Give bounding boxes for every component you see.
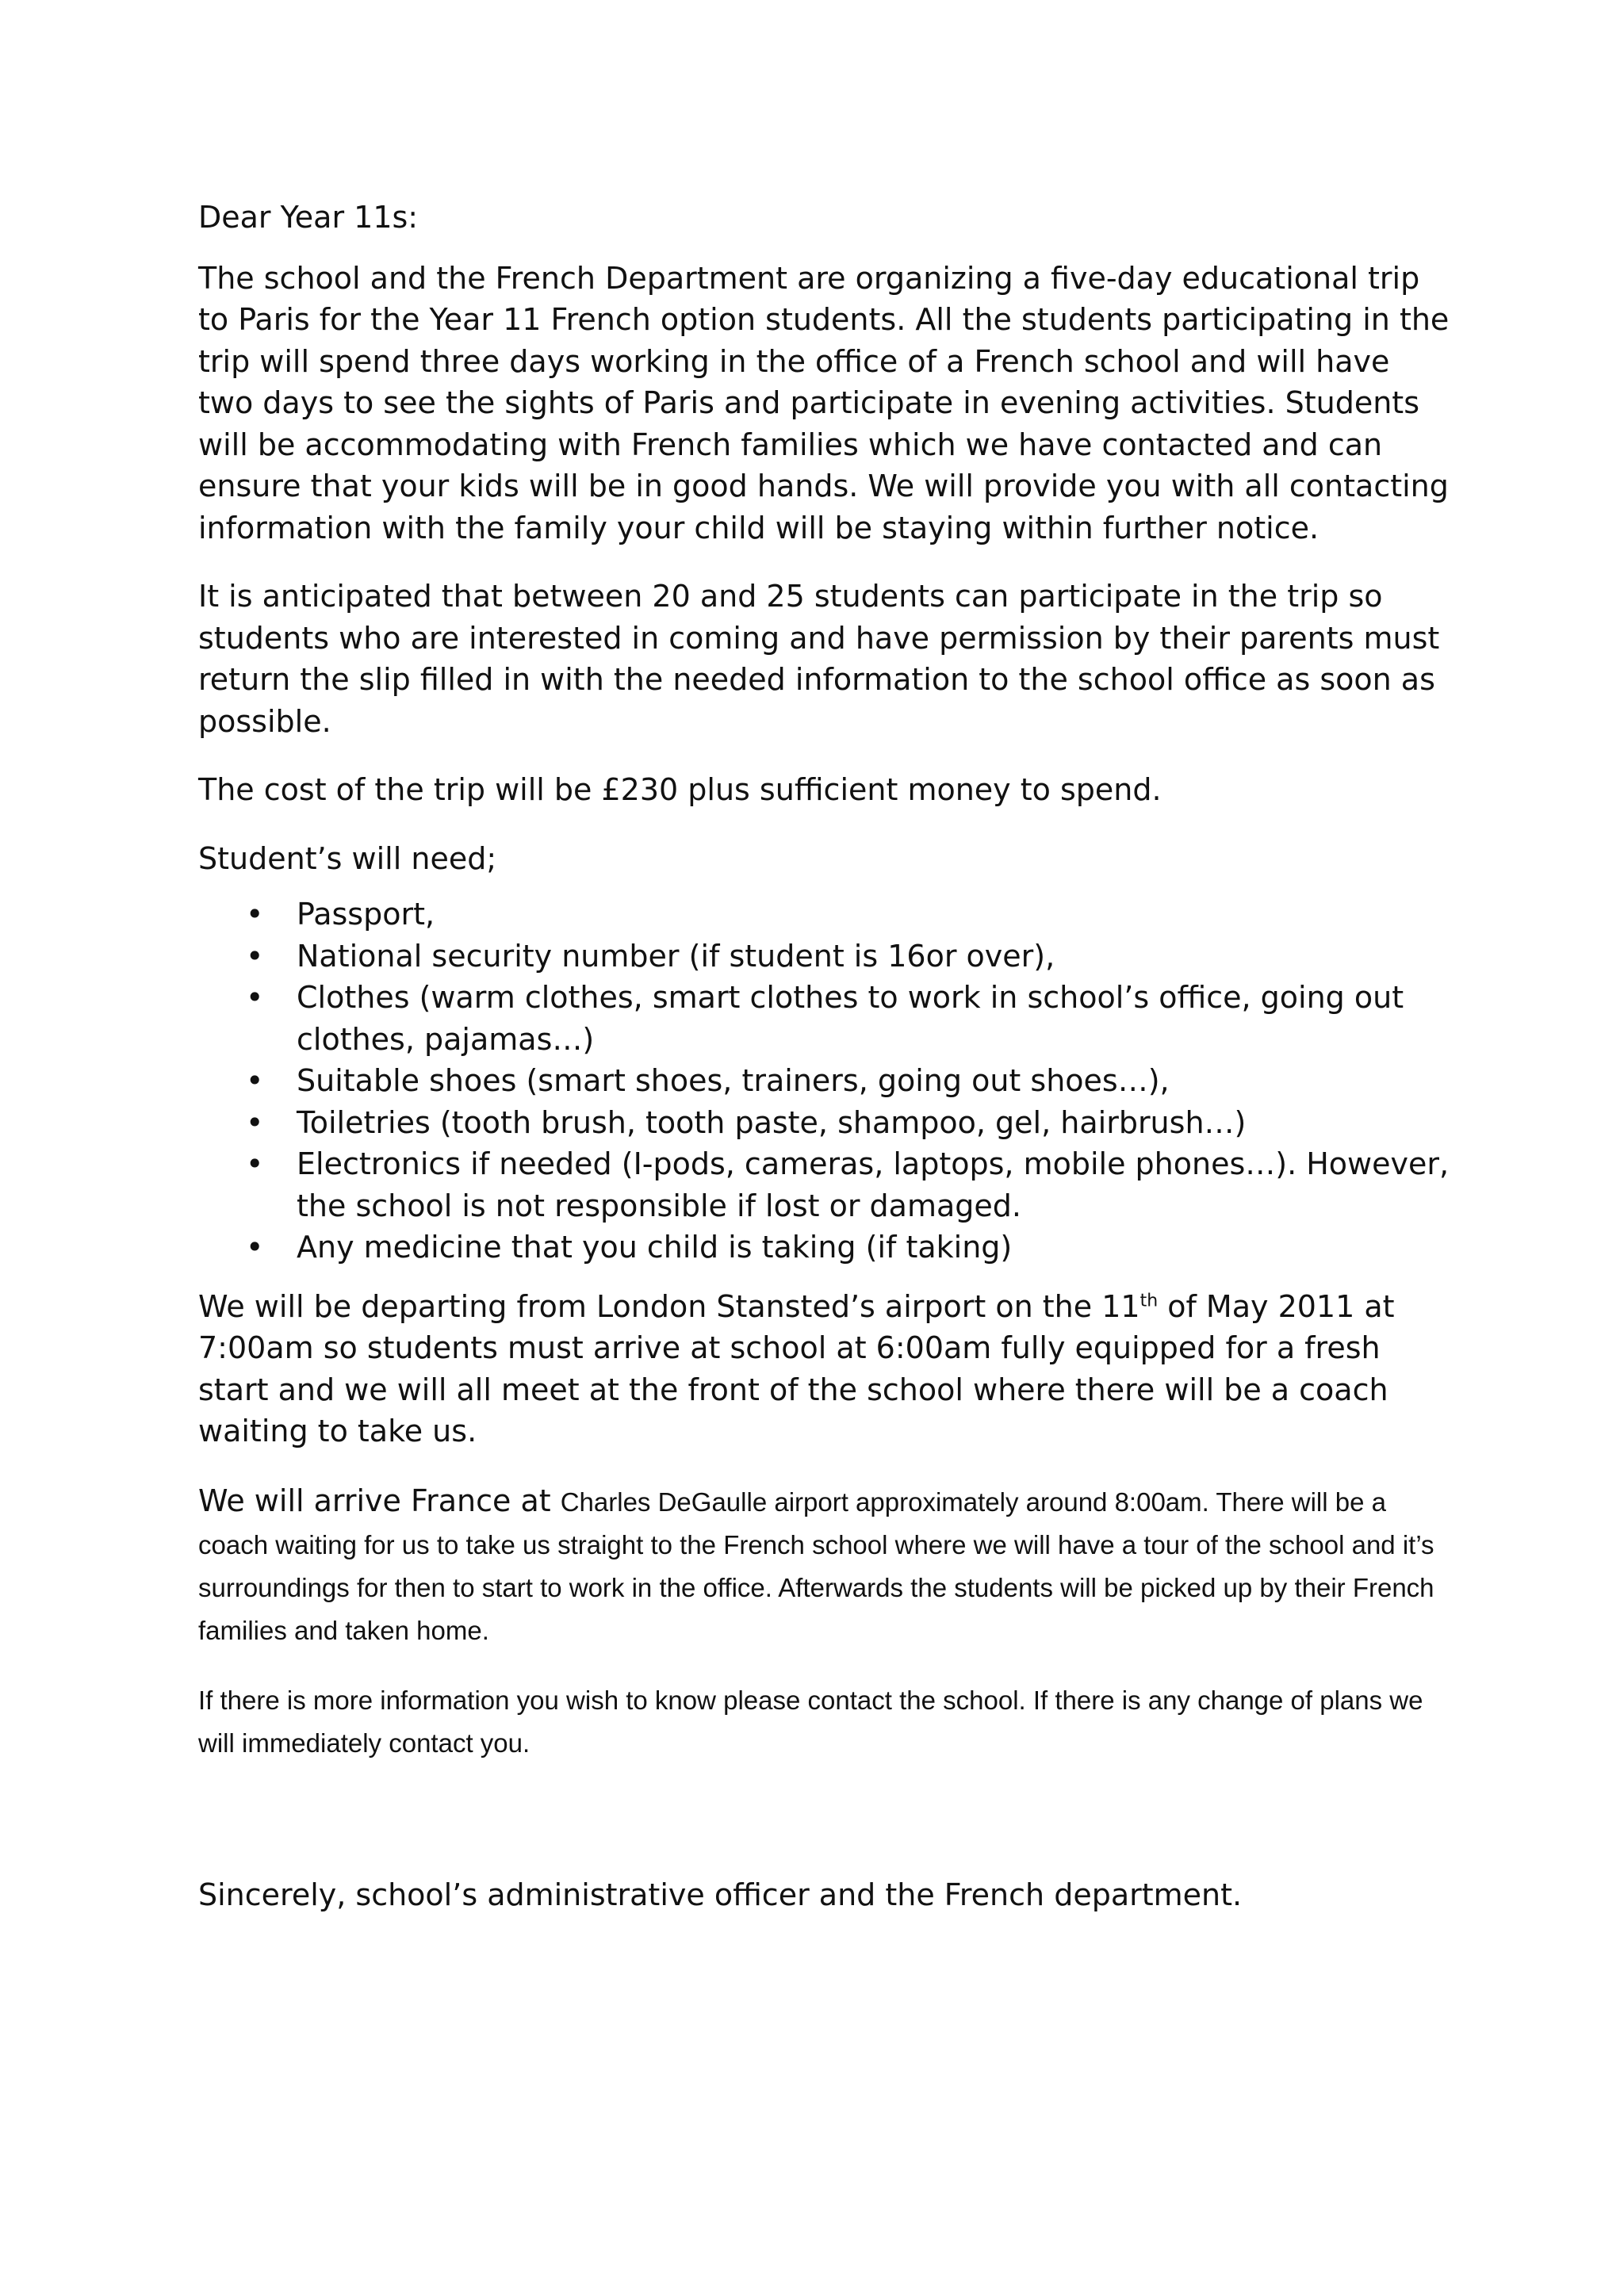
bullet-icon: • <box>246 1104 264 1140</box>
list-item-text: Any medicine that you child is taking (if taking) <box>297 1230 1013 1265</box>
closing-spacer <box>198 1765 1451 1874</box>
list-item <box>198 1143 1451 1226</box>
bullet-icon: • <box>246 897 264 932</box>
departure-text-end: of May 2011 at 7:00am so students must arrive at school at 6:00am fully equipped for a fresh start and we will all meet at the front of the school where there will be a coach waiting to take us. <box>198 1288 1395 1448</box>
departure-text-start: We will be departing from London Stansted’s airport on the 11 <box>198 1288 1140 1324</box>
list-item-text: Toiletries (tooth brush, tooth paste, shampoo, gel, hairbrush…) <box>297 1104 1247 1140</box>
arrival-paragraph <box>198 1479 1451 1652</box>
needs-heading: Student’s will need; <box>198 840 497 876</box>
bullet-icon: • <box>246 1146 264 1181</box>
bullet-icon: • <box>246 980 264 1015</box>
list-item <box>198 1060 1451 1102</box>
bullet-icon: • <box>246 938 264 974</box>
needs-list <box>198 894 1451 1269</box>
list-item-text: National security number (if student is 16or over), <box>297 938 1055 974</box>
arrival-lead-text: We will arrive France at <box>198 1483 561 1518</box>
list-item-text: Electronics if needed (I-pods, cameras, laptops, mobile phones…). However, the school is not responsible if lost or damaged. <box>297 1146 1450 1223</box>
bullet-icon: • <box>246 1230 264 1265</box>
list-item <box>198 894 1451 936</box>
departure-paragraph <box>198 1286 1451 1452</box>
letter-closing: Sincerely, school’s administrative officer and the French department. <box>198 1877 1243 1912</box>
arrival-rest-text: Charles DeGaulle airport approximately around 8:00am. There will be a coach waiting for us to take us straight to the French school where we will have a tour of the school and it’s surroundings for then to start to work in the office. Afterwards the students will be picked up by their French families and taken home. <box>198 1487 1434 1645</box>
trip-description-paragraph: The school and the French Department are organizing a five-day educational trip to Paris for the Year 11 French option students. All the students participating in the trip will spend three days working in the office of a French school and will have two days to see the sights of Paris and participate in evening activities. Students will be accommodating with French families which we have contacted and can ensure that your kids will be in good hands. We will provide you with all contacting information with the family your child will be staying within further notice. <box>198 260 1450 545</box>
list-item <box>198 936 1451 978</box>
list-item-text: Suitable shoes (smart shoes, trainers, going out shoes…), <box>297 1063 1170 1098</box>
contact-paragraph: If there is more information you wish to know please contact the school. If there is any change of plans we will immediately contact you. <box>198 1685 1423 1758</box>
list-item <box>198 977 1451 1060</box>
list-item <box>198 1226 1451 1269</box>
bullet-icon: • <box>246 1063 264 1098</box>
letter-greeting: Dear Year 11s: <box>198 200 419 235</box>
participation-paragraph: It is anticipated that between 20 and 25 students can participate in the trip so students who are interested in coming and have permission by their parents must return the slip filled in with the needed information to the school office as soon as possible. <box>198 579 1440 739</box>
list-item <box>198 1102 1451 1144</box>
cost-paragraph: The cost of the trip will be £230 plus sufficient money to spend. <box>198 772 1162 807</box>
list-item-text: Passport, <box>297 897 435 932</box>
list-item-text: Clothes (warm clothes, smart clothes to work in school’s office, going out clothes, pajamas…) <box>297 980 1404 1057</box>
date-ordinal-suffix: th <box>1139 1290 1159 1311</box>
letter-body <box>198 197 1451 1915</box>
